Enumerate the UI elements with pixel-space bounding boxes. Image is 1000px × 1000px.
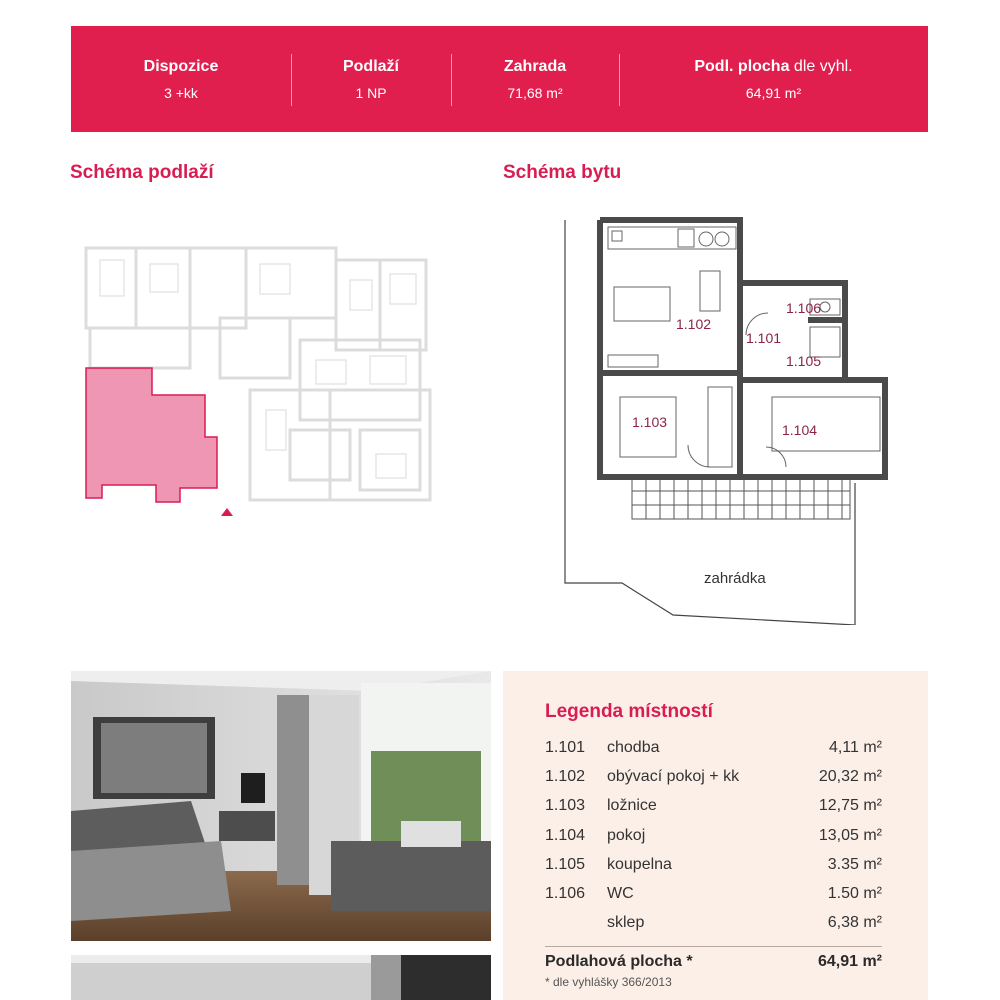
legend-total-row — [545, 953, 882, 971]
room-label-1101: 1.101 — [746, 330, 782, 346]
legend-footnote: * dle vyhlášky 366/2013 — [545, 975, 672, 990]
stat-value: 3 +kk — [164, 84, 198, 101]
garden-label: zahrádka — [704, 570, 766, 587]
apartment-walls — [600, 220, 885, 477]
legend-row — [545, 762, 882, 791]
interior-photo-2 — [71, 955, 491, 1000]
room-code: 1.106 — [545, 885, 586, 903]
apartment-plan-diagram — [560, 215, 900, 625]
stat-plocha — [619, 58, 928, 101]
bedroom-photo — [71, 671, 491, 941]
stat-label-bold: Podl. plocha — [694, 57, 790, 75]
room-code: 1.104 — [545, 826, 586, 844]
stat-zahrada — [451, 58, 619, 101]
legend-row — [545, 879, 882, 908]
room-name: sklep — [607, 914, 645, 932]
highlighted-apartment — [86, 368, 217, 502]
room-area: 12,75 m² — [818, 797, 882, 815]
entrance-marker-icon — [221, 508, 233, 516]
stat-label: Podlaží — [342, 57, 399, 75]
room-area: 6,38 m² — [827, 914, 882, 932]
bedroom-illustration — [71, 671, 491, 941]
legend-row — [545, 821, 882, 850]
legend-rows — [545, 733, 882, 938]
room-name: pokoj — [607, 826, 646, 844]
room-name: obývací pokoj + kk — [607, 767, 740, 785]
room-label-1105: 1.105 — [786, 353, 822, 369]
legend-divider — [545, 946, 882, 947]
room-name: koupelna — [607, 855, 672, 873]
room-label-1103: 1.103 — [632, 414, 668, 430]
room-area: 4,11 m² — [828, 738, 882, 756]
room-area: 13,05 m² — [818, 826, 882, 844]
floor-scheme-heading: Schéma podlaží — [70, 162, 214, 183]
room-legend — [503, 671, 928, 1000]
room-code: 1.105 — [545, 855, 586, 873]
total-value: 64,91 m² — [817, 953, 882, 971]
stat-label: Dispozice — [143, 57, 219, 75]
room-area: 1.50 m² — [827, 885, 882, 903]
legend-row — [545, 909, 882, 938]
terrace-paving — [632, 477, 850, 519]
room-name: WC — [607, 885, 634, 903]
room-area: 3.35 m² — [827, 855, 882, 873]
stat-value: 64,91 m² — [745, 84, 802, 101]
room-code: 1.103 — [545, 797, 586, 815]
room-area: 20,32 m² — [818, 767, 882, 785]
legend-row — [545, 733, 882, 762]
room-name: chodba — [607, 738, 660, 756]
room-code: 1.102 — [545, 767, 586, 785]
stat-label-thin: dle vyhl. — [789, 57, 853, 75]
legend-row — [545, 792, 882, 821]
legend-row — [545, 850, 882, 879]
apartment-scheme-heading: Schéma bytu — [503, 162, 622, 183]
room-label-1102: 1.102 — [676, 316, 712, 332]
room-code: 1.101 — [545, 738, 586, 756]
stat-label — [619, 58, 928, 76]
room-label-1106: 1.106 — [786, 300, 822, 316]
stat-value: 1 NP — [355, 84, 387, 101]
floor-plan-diagram — [80, 240, 440, 520]
stat-label: Zahrada — [503, 57, 567, 75]
legend-title: Legenda místností — [545, 701, 713, 722]
stat-podlazi — [291, 58, 451, 101]
stat-value: 71,68 m² — [507, 84, 563, 101]
apartment-summary-bar — [71, 26, 928, 132]
stat-dispozice — [71, 58, 291, 101]
room-name: ložnice — [607, 797, 657, 815]
total-label: Podlahová plocha * — [545, 953, 693, 971]
room-label-1104: 1.104 — [782, 422, 818, 438]
interior-illustration — [71, 955, 491, 1000]
